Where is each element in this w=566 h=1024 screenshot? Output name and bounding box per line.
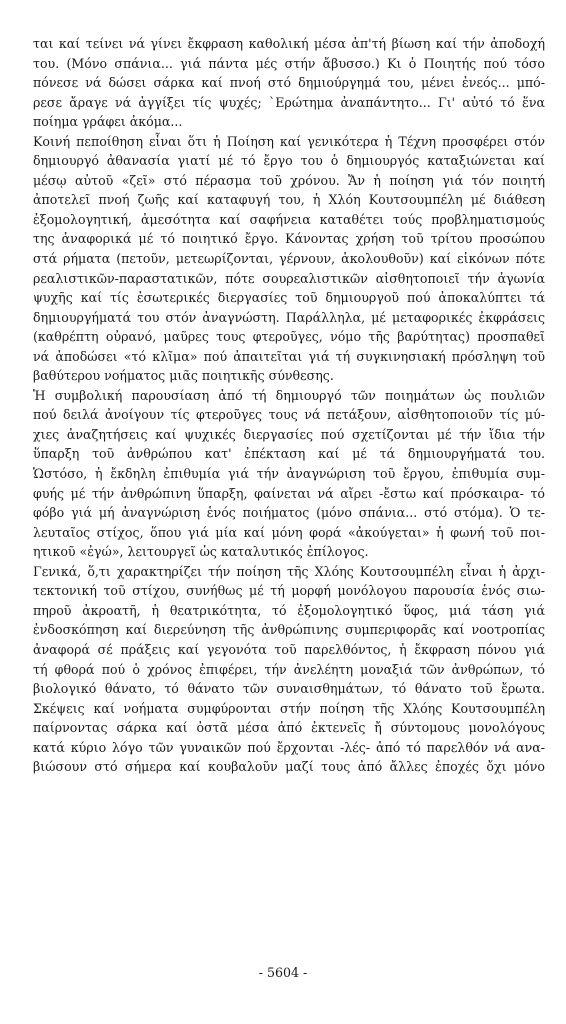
text-line: φυής μέ τήν ἀνθρώπινη ὕπαρξη, φαίνεται νά αἴρει -ἔστω καί πρόσκαιρα- τό [33,485,545,501]
paragraph [33,386,545,562]
text-line: Σκέψεις καί νοήματα συμφύρονται στήν ποίηση τῆς Χλόης Κουτσουμπέλη [33,700,545,716]
text-line: βιολογικό θάνατο, τό θάνατο τῶν συναισθημάτων, τό θάνατο τοῦ ἔρωτα. [33,681,545,697]
text-line: ποίημα γράφει ἀκόμα... [33,114,183,130]
text-line: παίρνοντας σάρκα καί ὀστᾶ μέσα ἀπό ἐκτενεῖς ἤ σύντομους μονολόγους [33,720,545,736]
text-line: πόνεσε νά δώσει σάρκα καί πνοή στό δημιούργημά του, μένει ἐνεός... μπό- [33,75,545,91]
text-line: στά ρήματα (πετοῦν, μετεωρίζονται, γέρνουν, ἀκολουθοῦν) καί εἰκόνων πότε [33,251,545,267]
text-line: φόβο γιά μή ἀναγνώριση ἑνός ποιήματος (μόνο σπάνια... στό στόμα). Ὁ τε- [33,505,545,521]
text-line: λευταῖος στίχος, ὅπου γιά μία καί μόνη φορά «ἀκούγεται» ἡ φωνή τοῦ ποι- [33,524,545,540]
document-body [33,34,545,777]
text-line: (καθρέπτη οὐρανό, μαῦρες τους φτεροῦγες, νόμο τῆς βαρύτητας) προσπαθεῖ [33,329,545,345]
text-line: ἀποτελεῖ πνοή ζωῆς καί καταφυγή του, ἡ Χλόη Κουτσουμπέλη μέ διάθεση [33,192,545,208]
text-line: μέσῳ αὐτοῦ «ζεῖ» στό πέρασμα τοῦ χρόνου. Ἄν ἡ ποίηση γιά τόν ποιητή [33,172,545,188]
text-line: δημιουργήματά του στόν ἀναγνώστη. Παράλληλα, μέ μεταφορικές ἐκφράσεις [33,309,545,325]
text-line: βιώσουν στό σήμερα καί κουβαλοῦν μαζί τους ἀπό ἄλλες ἐποχές ὄχι μόνο [33,759,545,775]
text-line: Γενικά, ὅ,τι χαρακτηρίζει τήν ποίηση τῆς Χλόης Κουτσουμπέλη εἶναι ἡ ἀρχι- [33,563,545,579]
text-line: ἀναφορά σέ πράξεις καί γεγονότα τοῦ παρελθόντος, ἡ ἔκφραση πόνου γιά [33,641,545,657]
text-line: βαθύτερου νοήματος μιᾶς ποιητικῆς σύνθεσης. [33,368,334,384]
text-line: χιες ἀναζητήσεις καί ψυχικές διεργασίες πού σχετίζονται μέ τήν ἴδια τήν [33,426,545,442]
text-line: ρεσε ἄραγε νά ἀγγίξει τίς ψυχές; `Ερώτημα ἀναπάντητο... Γι' αὐτό τό ἕνα [33,94,545,110]
text-line: Ὡστόσο, ἡ ἔκδηλη ἐπιθυμία γιά τήν ἀναγνώριση τοῦ ἔργου, ἐπιθυμία συμ- [33,466,545,482]
text-line: νά ἀποδώσει «τό κλῖμα» πού ἀπαιτεῖται γιά τή συγκινησιακή πρόσληψη τοῦ [33,348,545,364]
text-line: ἐξομολογητική, ἀμεσότητα καί σαφήνεια καταθέτει τούς προβληματισμούς [33,211,545,227]
text-line: πηροῦ ἀκροατῆ, ἡ θεατρικότητα, τό ἐξομολογητικό ὕφος, μιά τάση γιά [33,602,545,618]
paragraph [33,562,545,777]
paragraph [33,34,545,132]
text-line: πού δειλά ἀνοίγουν τίς φτεροῦγες τους νά πετάξουν, αἰσθητοποιοῦν τίς μύ- [33,407,545,423]
text-line: της ἀναφορικά μέ τό ποιητικό ἔργο. Κάνοντας χρήση τοῦ τρίτου προσώπου [33,231,545,247]
text-line: ρεαλιστικῶν-παραστατικῶν, πότε σουρεαλιστικῶν αἰσθητοποιεῖ τήν ἀγωνία [33,270,545,286]
text-line: ψυχῆς καί τίς ἐσωτερικές διεργασίες τοῦ δημιουργοῦ πού ἀποκαλύπτει τά [33,290,545,306]
text-line: ὕπαρξη τοῦ ἀνθρώπου κατ' ἐπέκταση καί μέ τά δημιουργήματά του. [33,446,545,462]
text-line: κατά κύριο λόγο τῶν γυναικῶν πού ἔρχονται -λές- ἀπό τό παρελθόν νά ανα- [33,739,545,755]
text-line: ται καί τείνει νά γίνει ἔκφραση καθολική μέσα ἀπ'τή βίωση καί τήν ἀποδοχή [33,36,545,51]
text-line: ἐνδοσκόπηση καί διερεύνηση τῆς ἀνθρώπινης συμπεριφορᾶς καί νοοτροπίας [33,622,545,638]
text-line: τή φθορά πού ὁ χρόνος ἐπιφέρει, τήν ἀνελέητη μοναξιά τῶν ἀνθρώπων, τό [33,661,545,677]
page-number: - 5604 - [258,965,308,980]
text-line: Κοινή πεποίθηση εἶναι ὅτι ἡ Ποίηση καί γενικότερα ἡ Τέχνη προσφέρει στόν [33,133,545,149]
paragraph [33,132,545,386]
text-line: του. (Μόνο σπάνια... γιά πάντα μές στήν ἄβυσσο.) Κι ὁ Ποιητής πού τόσο [33,55,545,71]
text-line: ητικοῦ «ἐγώ», λειτουργεῖ ὡς καταλυτικός ἐπίλογος. [33,544,369,560]
text-line: Ἡ συμβολική παρουσίαση ἀπό τή δημιουργό τῶν ποιημάτων ὡς πουλιῶν [33,387,545,403]
text-line: δημιουργό ἀθανασία γιατί μέ τό ἔργο του ὁ δημιουργός καταξιώνεται καί [33,153,545,169]
text-line: τεκτονική τοῦ στίχου, συνήθως μέ τή μορφή μονόλογου παρουσία ἑνός σιω- [33,583,545,599]
